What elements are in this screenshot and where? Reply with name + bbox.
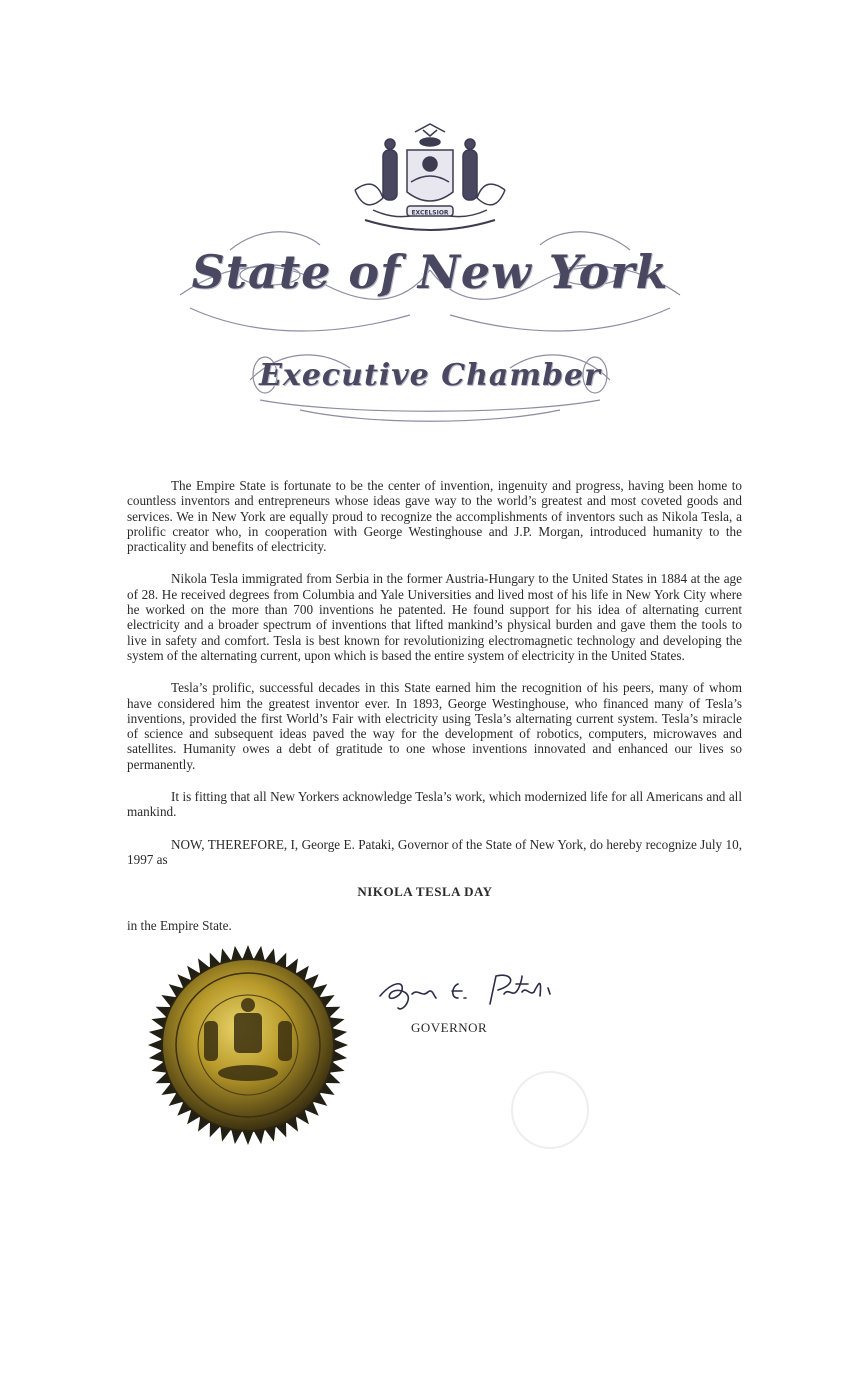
governor-title: GOVERNOR xyxy=(411,1020,488,1035)
paragraph: The Empire State is fortunate to be the center of invention, ingenuity and progress, having been home to countless inventors and entrepreneurs whose ideas gave way to the world’s greatest and most coveted goods and services. We in New York are equally proud to recognize the accomplishments of inventors such as Nikola Tesla, a prolific creator who, in cooperation with George Westinghouse and J.P. Morgan, introduced humanity to the practicality and benefits of electricity. xyxy=(127,478,742,555)
proclamation-body xyxy=(127,478,742,875)
letterhead xyxy=(170,110,690,430)
paragraph: Nikola Tesla immigrated from Serbia in the former Austria-Hungary to the United States in 1884 at the age of 28. He received degrees from Columbia and Yale Universities and lived most of his life in New York City where he worked on the more than 700 inventions he patented. He found support for his idea of alternating current electricity and a broader spectrum of inventions that lifted mankind’s physical burden and gave them the tools to live in safety and comfort. Tesla is best known for revolutionizing electromagnetic technology and developing the system of the alternating current, upon which is based the entire system of electricity in the United States. xyxy=(127,571,742,663)
paragraph: Tesla’s prolific, successful decades in this State earned him the recognition of his peers, many of whom have considered him the greatest inventor ever. In 1893, George Westinghouse, who financed many of Tesla’s inventions, provided the first World’s Fair with electricity using Tesla’s alternating current system. Tesla’s miracle of science and subsequent ideas paved the way for the development of robotics, computers, microwaves and satellites. Humanity owes a debt of gratitude to one whose inventions innovated and enhanced our lives so permanently. xyxy=(127,680,742,772)
closing-line: in the Empire State. xyxy=(127,918,232,933)
paragraph: NOW, THEREFORE, I, George E. Pataki, Governor of the State of New York, do hereby recognize July 10, 1997 as xyxy=(127,836,742,867)
new-york-coat-of-arms-icon xyxy=(335,120,525,240)
proclamation-title: NIKOLA TESLA DAY xyxy=(357,884,493,899)
crest-motto: EXCELSIOR xyxy=(411,209,449,217)
paragraph: It is fitting that all New Yorkers acknowledge Tesla’s work, which modernized life for all Americans and all mankind. xyxy=(127,789,742,820)
governor-signature xyxy=(372,968,572,1018)
chamber-title: Executive Chamber xyxy=(259,358,601,393)
state-title: State of New York xyxy=(191,245,669,299)
embossed-seal-icon xyxy=(505,1065,595,1155)
gold-state-seal-icon xyxy=(146,943,350,1147)
